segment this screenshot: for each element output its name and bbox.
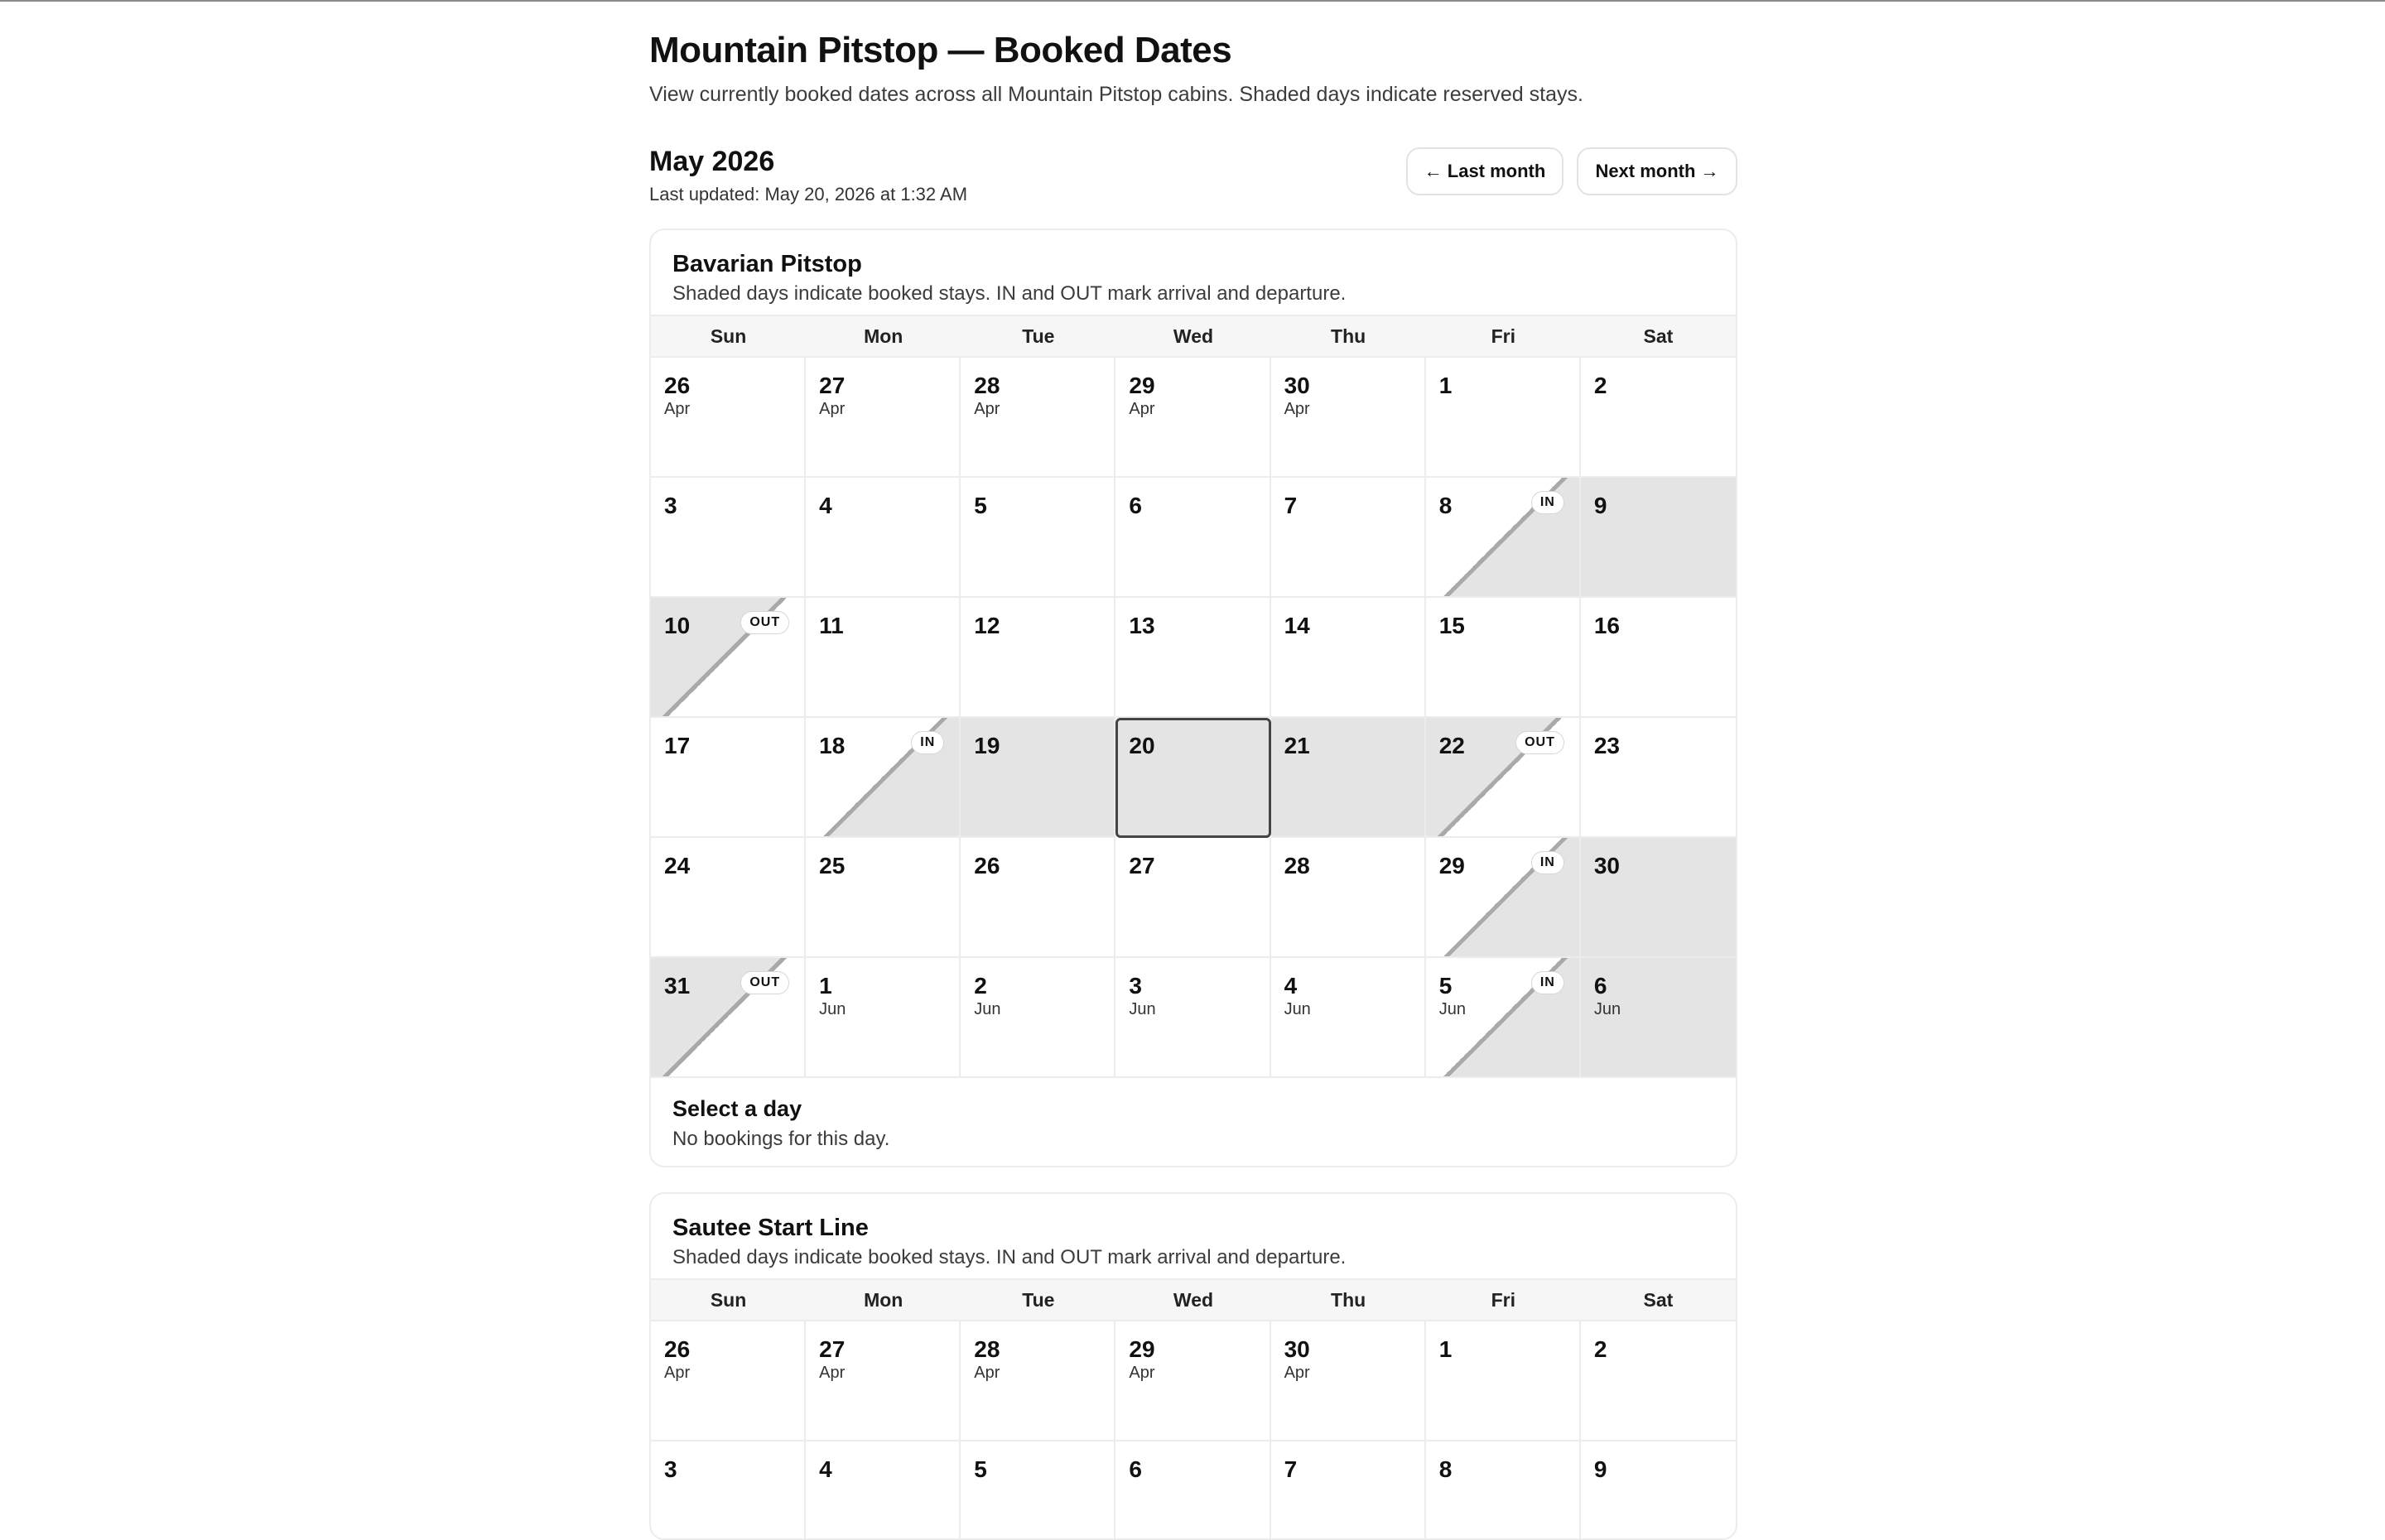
calendar-day[interactable] [806,478,961,598]
calendar-day[interactable] [961,718,1115,838]
calendar-day[interactable] [1271,478,1426,598]
weekday-label: Sat [1643,1288,1674,1311]
day-number: 23 [1593,733,1620,758]
calendar-day[interactable] [1271,1321,1426,1441]
day-number: 6 [1129,493,1142,518]
day-number: 26 [664,373,691,398]
weekday-header [651,315,1736,358]
calendar-day[interactable] [651,1441,806,1540]
calendar-day[interactable] [1426,958,1581,1078]
day-number: 15 [1438,613,1465,638]
calendar-day[interactable] [806,838,961,958]
calendar-day[interactable] [1271,838,1426,958]
weekday-label: Mon [864,325,903,347]
day-number: 27 [1129,853,1155,878]
calendar-day[interactable] [1426,838,1581,958]
day-number: 7 [1284,493,1298,518]
day-detail-title: Select a day [672,1096,802,1121]
calendar-day[interactable] [806,358,961,478]
calendar-day[interactable] [1581,1321,1736,1441]
calendar-day[interactable] [651,718,806,838]
day-number: 11 [819,613,844,638]
calendar-day[interactable] [1115,838,1270,958]
day-number: 6 [1593,973,1607,999]
weekday-label: Sun [710,325,747,347]
calendar-day[interactable] [1581,838,1736,958]
calendar-day[interactable] [961,358,1115,478]
calendar-day[interactable] [1271,958,1426,1078]
day-number: 13 [1129,613,1155,638]
calendar-day[interactable] [1426,598,1581,718]
day-month-label: Apr [974,1364,1000,1382]
calendar-day[interactable] [806,1321,961,1441]
day-detail-text: No bookings for this day. [672,1128,890,1150]
day-number: 9 [1593,493,1607,518]
cabin-subtitle: Shaded days indicate booked stays. IN and OUT mark arrival and departure. [672,282,1347,305]
day-number: 25 [819,853,846,878]
day-number: 4 [1284,973,1298,999]
calendar-day[interactable] [1581,598,1736,718]
calendar-day[interactable] [1426,358,1581,478]
day-number: 4 [819,493,832,518]
weekday-label: Sun [710,1288,747,1311]
last-month-button[interactable]: ← Last month [1406,147,1564,195]
day-month-label: Jun [1593,1000,1621,1018]
day-number: 3 [664,1456,677,1482]
page-subtitle: View currently booked dates across all Mountain Pitstop cabins. Shaded days indicate reserved stays. [649,83,1583,106]
day-month-label: Apr [1284,1364,1310,1382]
next-month-button[interactable]: Next month → [1577,147,1737,195]
day-number: 31 [664,973,691,999]
day-number: 28 [1284,853,1310,878]
day-number: 27 [819,1336,846,1362]
day-number: 29 [1129,373,1155,398]
day-number: 29 [1129,1336,1155,1362]
calendar-day[interactable] [1581,718,1736,838]
day-month-label: Jun [974,1000,1001,1018]
calendar-day[interactable] [1115,358,1270,478]
day-number: 26 [664,1336,691,1362]
calendar-day[interactable] [806,958,961,1078]
calendar-day[interactable] [1271,358,1426,478]
day-number: 30 [1593,853,1620,878]
day-number: 18 [819,733,846,758]
calendar-day-today[interactable] [1115,718,1270,838]
day-month-label: Apr [1129,400,1155,418]
day-number: 2 [1593,373,1607,398]
weekday-label: Wed [1173,1288,1214,1311]
check-out-badge: OUT [1515,731,1564,754]
weekday-label: Fri [1491,1288,1515,1311]
day-number: 22 [1438,733,1465,758]
calendar-day[interactable] [961,958,1115,1078]
day-number: 5 [974,493,987,518]
day-number: 24 [664,853,691,878]
day-month-label: Apr [819,400,846,418]
calendar-day[interactable] [1115,958,1270,1078]
calendar-day[interactable] [1271,1441,1426,1540]
calendar-day[interactable] [961,478,1115,598]
weekday-label: Wed [1173,325,1214,347]
calendar-day[interactable] [1426,1441,1581,1540]
calendar-day[interactable] [651,358,806,478]
day-month-label: Apr [1129,1364,1155,1382]
calendar-day[interactable] [651,1321,806,1441]
check-in-badge: IN [911,731,944,754]
day-month-label: Jun [1438,1000,1466,1018]
cabin-name: Sautee Start Line [672,1215,869,1241]
day-number: 5 [974,1456,987,1482]
calendar-day[interactable] [1581,478,1736,598]
day-number: 6 [1129,1456,1142,1482]
calendar-day[interactable] [1115,1321,1270,1441]
day-number: 5 [1438,973,1453,999]
weekday-header [651,1278,1736,1321]
day-number: 30 [1284,1336,1310,1362]
calendar-grid [651,1321,1736,1540]
calendar-day[interactable] [806,1441,961,1540]
day-month-label: Apr [664,1364,691,1382]
day-number: 1 [1438,373,1453,398]
weekday-label: Tue [1022,325,1055,347]
weekday-label: Mon [864,1288,903,1311]
day-number: 14 [1284,613,1310,638]
day-month-label: Apr [974,400,1000,418]
calendar-day[interactable] [806,598,961,718]
calendar-day[interactable] [1426,718,1581,838]
weekday-label: Thu [1331,1288,1366,1311]
day-number: 9 [1593,1456,1607,1482]
day-number: 1 [1438,1336,1453,1362]
day-number: 19 [974,733,1000,758]
calendar-day[interactable] [1426,1321,1581,1441]
calendar-day[interactable] [961,838,1115,958]
day-number: 26 [974,853,1000,878]
calendar-day[interactable] [1115,478,1270,598]
calendar-day[interactable] [1115,598,1270,718]
cabin-subtitle: Shaded days indicate booked stays. IN and OUT mark arrival and departure. [672,1246,1347,1268]
weekday-label: Fri [1491,325,1515,347]
calendar-day[interactable] [1115,1441,1270,1540]
day-number: 30 [1284,373,1310,398]
day-number: 7 [1284,1456,1298,1482]
day-number: 3 [1129,973,1142,999]
cabin-card-bavarian-pitstop [649,229,1737,1167]
day-number: 27 [819,373,846,398]
day-number: 28 [974,373,1000,398]
day-number: 10 [664,613,691,638]
cabin-header [651,1194,1736,1278]
calendar-day[interactable] [1426,478,1581,598]
calendar-day[interactable] [651,478,806,598]
check-in-badge: IN [1531,491,1564,514]
day-number: 12 [974,613,1000,638]
day-number: 2 [974,973,987,999]
calendar-day[interactable] [806,718,961,838]
day-detail-panel [651,1078,1736,1166]
day-number: 2 [1593,1336,1607,1362]
last-updated: Last updated: May 20, 2026 at 1:32 AM [649,184,968,205]
calendar-day[interactable] [651,838,806,958]
day-number: 21 [1284,733,1310,758]
calendar-day[interactable] [1581,1441,1736,1540]
weekday-label: Thu [1331,325,1366,347]
calendar-day[interactable] [651,598,806,718]
cabin-name: Bavarian Pitstop [672,251,862,277]
calendar-grid [651,358,1736,1078]
calendar-day[interactable] [1271,598,1426,718]
weekday-label: Sat [1643,325,1674,347]
day-number: 8 [1438,1456,1453,1482]
day-number: 29 [1438,853,1465,878]
day-number: 17 [664,733,691,758]
day-number: 20 [1129,733,1155,758]
cabin-card-sautee-start-line [649,1192,1737,1540]
day-month-label: Apr [664,400,691,418]
calendar-day[interactable] [961,598,1115,718]
check-in-badge: IN [1531,971,1564,994]
day-number: 1 [819,973,832,999]
day-month-label: Jun [1284,1000,1311,1018]
day-month-label: Apr [1284,400,1310,418]
calendar-day[interactable] [961,1441,1115,1540]
day-month-label: Apr [819,1364,846,1382]
calendar-day[interactable] [961,1321,1115,1441]
check-out-badge: OUT [740,971,789,994]
day-number: 3 [664,493,677,518]
cabin-header [651,230,1736,315]
calendar-day[interactable] [1271,718,1426,838]
weekday-label: Tue [1022,1288,1055,1311]
check-in-badge: IN [1531,851,1564,874]
day-number: 8 [1438,493,1453,518]
day-number: 28 [974,1336,1000,1362]
month-title: May 2026 [649,146,775,177]
calendar-day[interactable] [1581,958,1736,1078]
calendar-day[interactable] [1581,358,1736,478]
day-number: 4 [819,1456,832,1482]
day-number: 16 [1593,613,1620,638]
check-out-badge: OUT [740,611,789,634]
day-month-label: Jun [819,1000,846,1018]
page-title: Mountain Pitstop — Booked Dates [649,30,1232,70]
calendar-day[interactable] [651,958,806,1078]
day-month-label: Jun [1129,1000,1156,1018]
